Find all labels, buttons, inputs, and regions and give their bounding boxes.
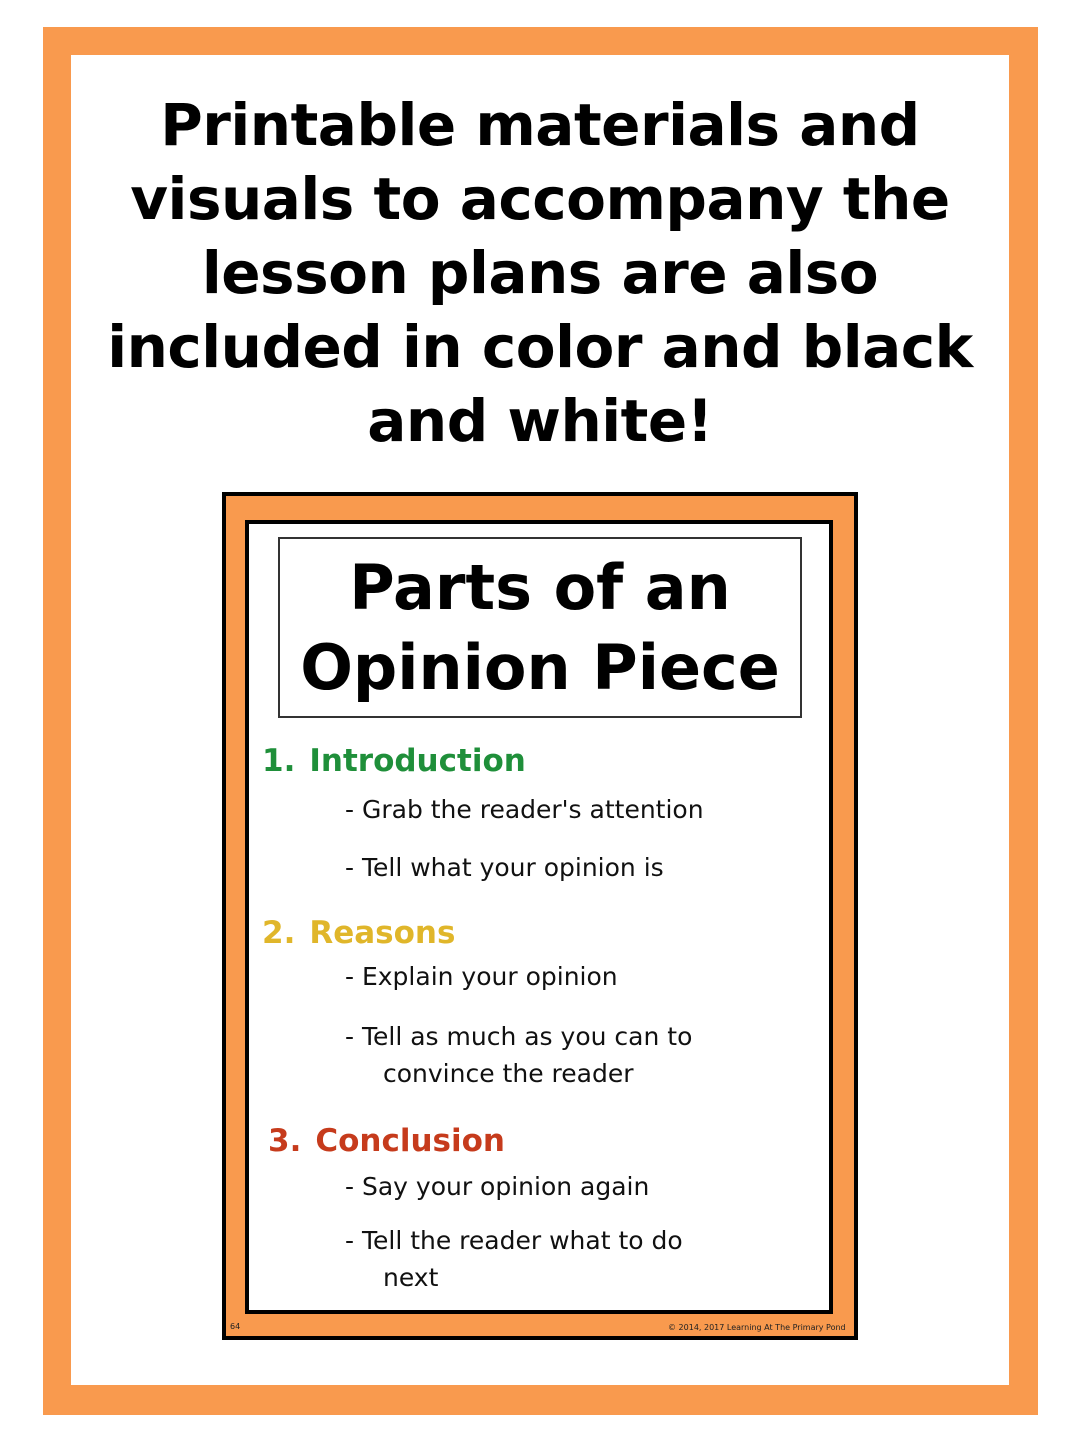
section-label: Reasons <box>309 915 456 951</box>
bullet-text: - Tell what your opinion is <box>345 853 664 882</box>
bullet-item <box>345 1222 683 1296</box>
section-label: Introduction <box>309 743 526 779</box>
headline-line: visuals to accompany the <box>130 165 950 233</box>
copyright-notice: © 2014, 2017 Learning At The Primary Pond <box>668 1323 846 1332</box>
section-label: Conclusion <box>315 1123 505 1159</box>
bullet-item <box>345 1018 692 1092</box>
bullet-item <box>345 958 618 995</box>
bullet-text: - Tell as much as you can to <box>345 1022 693 1051</box>
poster-title-line: Opinion Piece <box>300 630 780 704</box>
bullet-text: - Grab the reader's attention <box>345 795 704 824</box>
headline-line: lesson plans are also <box>201 239 879 307</box>
bullet-item <box>345 1168 649 1205</box>
headline-line: and white! <box>367 387 713 455</box>
section-heading-reasons <box>262 914 455 952</box>
bullet-item <box>345 791 704 828</box>
headline-line: Printable materials and <box>160 91 920 159</box>
section-number: 3. <box>268 1123 302 1159</box>
bullet-item <box>345 849 664 886</box>
section-number: 2. <box>262 915 296 951</box>
bullet-text: - Tell the reader what to do <box>345 1226 683 1255</box>
bullet-continuation: convince the reader <box>383 1059 634 1088</box>
headline-line: included in color and black <box>107 313 973 381</box>
section-number: 1. <box>262 743 296 779</box>
page-number: 64 <box>230 1322 241 1331</box>
bullet-text: - Explain your opinion <box>345 962 618 991</box>
bullet-continuation: next <box>383 1263 439 1292</box>
headline <box>71 88 1009 458</box>
bullet-text: - Say your opinion again <box>345 1172 650 1201</box>
poster-title-box <box>278 537 802 718</box>
poster-title-line: Parts of an <box>349 550 731 624</box>
section-heading-conclusion <box>268 1122 505 1160</box>
section-heading-introduction <box>262 742 526 780</box>
